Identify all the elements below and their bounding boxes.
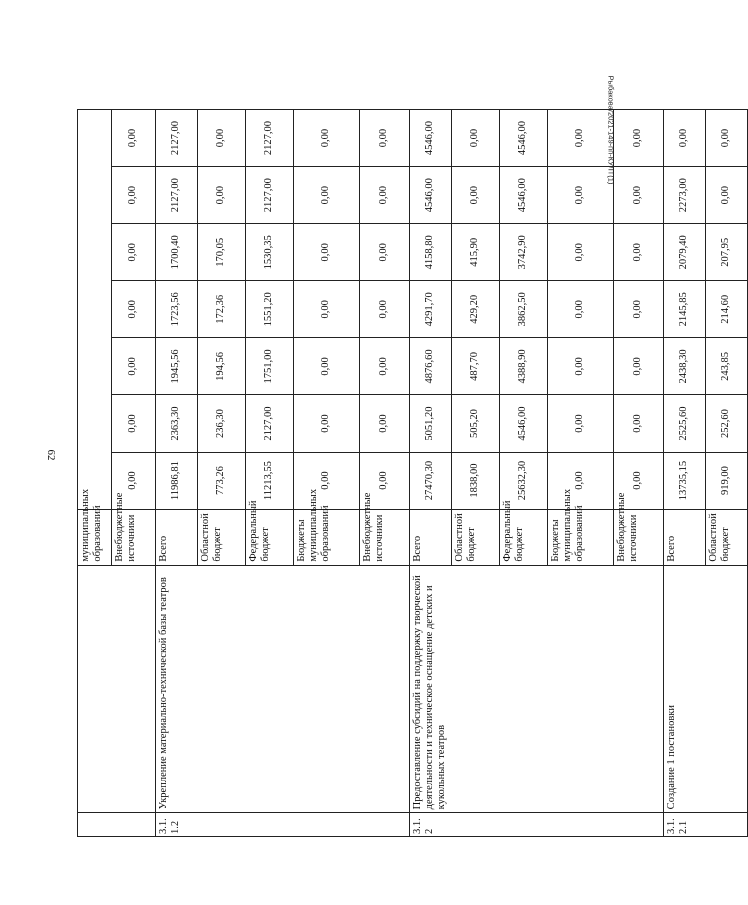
value-cell: 4546,00 bbox=[410, 167, 452, 224]
value-cell: 487,70 bbox=[452, 338, 500, 395]
value-cell: 0,00 bbox=[294, 395, 360, 452]
value-cell: 3742,90 bbox=[500, 224, 548, 281]
value-cell: 0,00 bbox=[198, 110, 246, 167]
value-cell: 0,00 bbox=[452, 110, 500, 167]
value-cell: 0,00 bbox=[706, 167, 748, 224]
value-cell: 27470,30 bbox=[410, 452, 452, 509]
table-row bbox=[664, 110, 706, 837]
value-cell: 2273,00 bbox=[664, 167, 706, 224]
value-cell: 243,85 bbox=[706, 338, 748, 395]
value-cell: 207,95 bbox=[706, 224, 748, 281]
table-row bbox=[156, 110, 198, 837]
funding-source-cell: Федеральный бюджет bbox=[500, 509, 548, 565]
value-cell: 4546,00 bbox=[410, 110, 452, 167]
value-cell: 4546,00 bbox=[500, 167, 548, 224]
value-cell: 2127,00 bbox=[246, 110, 294, 167]
value-cell: 252,60 bbox=[706, 395, 748, 452]
value-cell: 236,30 bbox=[198, 395, 246, 452]
funding-source-cell: муниципальных образований bbox=[78, 509, 112, 565]
value-cell: 0,00 bbox=[614, 167, 664, 224]
value-cell: 1723,56 bbox=[156, 281, 198, 338]
value-cell: 0,00 bbox=[112, 224, 156, 281]
value-cell: 0,00 bbox=[614, 224, 664, 281]
value-cell: 2363,30 bbox=[156, 395, 198, 452]
value-cell: 0,00 bbox=[360, 110, 410, 167]
value-cell: 2127,00 bbox=[246, 167, 294, 224]
value-cell: 0,00 bbox=[360, 395, 410, 452]
page-number: 62 bbox=[45, 449, 57, 461]
row-name-cell: Создание 1 постановки bbox=[664, 565, 748, 813]
value-cell: 0,00 bbox=[294, 338, 360, 395]
value-cell: 4291,70 bbox=[410, 281, 452, 338]
funding-source-cell: Областной бюджет bbox=[706, 509, 748, 565]
value-cell: 0,00 bbox=[548, 167, 614, 224]
value-cell-continuation bbox=[78, 110, 112, 510]
funding-source-cell: Всего bbox=[410, 509, 452, 565]
value-cell: 0,00 bbox=[112, 452, 156, 509]
funding-source-cell: Внебюджетные источники bbox=[360, 509, 410, 565]
value-cell: 0,00 bbox=[706, 110, 748, 167]
value-cell: 170,05 bbox=[198, 224, 246, 281]
value-cell: 2127,00 bbox=[156, 110, 198, 167]
funding-source-cell: Областной бюджет bbox=[452, 509, 500, 565]
value-cell: 0,00 bbox=[614, 452, 664, 509]
row-name-cell: Укрепление материально-технической базы театров bbox=[156, 565, 410, 813]
value-cell: 214,60 bbox=[706, 281, 748, 338]
value-cell: 0,00 bbox=[548, 338, 614, 395]
value-cell: 0,00 bbox=[198, 167, 246, 224]
value-cell: 0,00 bbox=[360, 281, 410, 338]
funding-source-cell: Бюджеты муниципальных образований bbox=[294, 509, 360, 565]
value-cell: 0,00 bbox=[614, 110, 664, 167]
value-cell: 0,00 bbox=[360, 224, 410, 281]
value-cell: 11213,55 bbox=[246, 452, 294, 509]
value-cell: 0,00 bbox=[548, 395, 614, 452]
funding-source-cell: Внебюджетные источники bbox=[112, 509, 156, 565]
value-cell: 0,00 bbox=[112, 281, 156, 338]
value-cell: 2438,30 bbox=[664, 338, 706, 395]
value-cell: 773,26 bbox=[198, 452, 246, 509]
value-cell: 194,56 bbox=[198, 338, 246, 395]
value-cell: 0,00 bbox=[294, 110, 360, 167]
value-cell: 172,36 bbox=[198, 281, 246, 338]
value-cell: 2525,60 bbox=[664, 395, 706, 452]
funding-source-cell: Всего bbox=[156, 509, 198, 565]
document-code: Рыбакова/2021-149-пп-КУЛТ(1) bbox=[606, 75, 616, 185]
value-cell: 1751,00 bbox=[246, 338, 294, 395]
row-code-cell bbox=[78, 813, 156, 837]
value-cell: 0,00 bbox=[360, 452, 410, 509]
value-cell: 0,00 bbox=[294, 452, 360, 509]
table-row bbox=[78, 110, 112, 837]
value-cell: 2127,00 bbox=[156, 167, 198, 224]
value-cell: 919,00 bbox=[706, 452, 748, 509]
value-cell: 0,00 bbox=[452, 167, 500, 224]
value-cell: 5051,20 bbox=[410, 395, 452, 452]
value-cell: 13735,15 bbox=[664, 452, 706, 509]
value-cell: 1551,20 bbox=[246, 281, 294, 338]
value-cell: 0,00 bbox=[294, 224, 360, 281]
value-cell: 2145,85 bbox=[664, 281, 706, 338]
value-cell: 0,00 bbox=[548, 110, 614, 167]
value-cell: 0,00 bbox=[112, 395, 156, 452]
value-cell: 0,00 bbox=[294, 167, 360, 224]
value-cell: 4546,00 bbox=[500, 110, 548, 167]
value-cell: 25632,30 bbox=[500, 452, 548, 509]
value-cell: 4876,60 bbox=[410, 338, 452, 395]
value-cell: 0,00 bbox=[294, 281, 360, 338]
row-code-cell: 3.1.2 bbox=[410, 813, 664, 837]
row-name-cell bbox=[78, 565, 156, 813]
value-cell: 0,00 bbox=[112, 338, 156, 395]
row-code-cell: 3.1.1.2 bbox=[156, 813, 410, 837]
value-cell: 0,00 bbox=[664, 110, 706, 167]
value-cell: 0,00 bbox=[548, 224, 614, 281]
value-cell: 1838,00 bbox=[452, 452, 500, 509]
budget-table-body bbox=[78, 110, 748, 837]
funding-source-cell: Бюджеты муниципальных образований bbox=[548, 509, 614, 565]
value-cell: 415,90 bbox=[452, 224, 500, 281]
value-cell: 0,00 bbox=[548, 281, 614, 338]
value-cell: 11986,81 bbox=[156, 452, 198, 509]
value-cell: 0,00 bbox=[614, 338, 664, 395]
table-row bbox=[410, 110, 452, 837]
row-code-cell: 3.1.2.1 bbox=[664, 813, 748, 837]
funding-source-cell: Внебюджетные источники bbox=[614, 509, 664, 565]
value-cell: 2127,00 bbox=[246, 395, 294, 452]
value-cell: 0,00 bbox=[112, 110, 156, 167]
funding-source-cell: Областной бюджет bbox=[198, 509, 246, 565]
value-cell: 1530,35 bbox=[246, 224, 294, 281]
value-cell: 0,00 bbox=[360, 338, 410, 395]
value-cell: 0,00 bbox=[548, 452, 614, 509]
value-cell: 4388,90 bbox=[500, 338, 548, 395]
value-cell: 1700,40 bbox=[156, 224, 198, 281]
value-cell: 0,00 bbox=[360, 167, 410, 224]
value-cell: 505,20 bbox=[452, 395, 500, 452]
value-cell: 0,00 bbox=[614, 281, 664, 338]
value-cell: 0,00 bbox=[614, 395, 664, 452]
value-cell: 4546,00 bbox=[500, 395, 548, 452]
value-cell: 1945,56 bbox=[156, 338, 198, 395]
value-cell: 4158,80 bbox=[410, 224, 452, 281]
budget-table bbox=[77, 109, 748, 837]
value-cell: 0,00 bbox=[112, 167, 156, 224]
row-name-cell: Предоставление субсидий на поддержку творческой деятельности и техническое оснащение детских и кукольных театров bbox=[410, 565, 664, 813]
funding-source-cell: Федеральный бюджет bbox=[246, 509, 294, 565]
value-cell: 429,20 bbox=[452, 281, 500, 338]
value-cell: 3862,50 bbox=[500, 281, 548, 338]
value-cell: 2079,40 bbox=[664, 224, 706, 281]
funding-source-cell: Всего bbox=[664, 509, 706, 565]
